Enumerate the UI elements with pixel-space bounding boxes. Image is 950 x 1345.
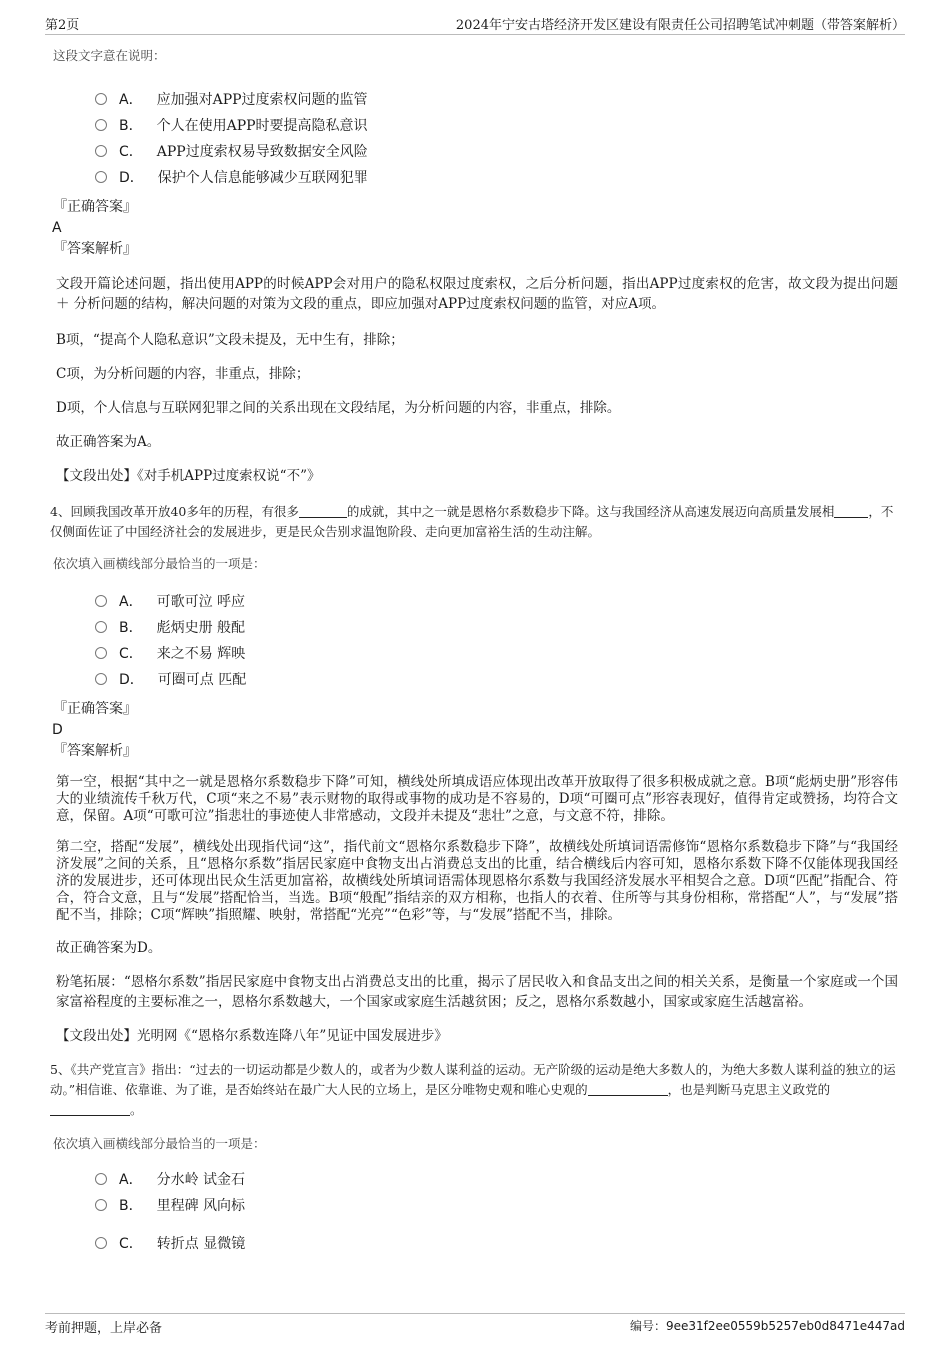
page-footer bbox=[45, 1313, 905, 1336]
q4-analysis-label: 『答案解析』 bbox=[53, 743, 137, 759]
radio-icon[interactable] bbox=[95, 171, 107, 183]
q3-source: 【文段出处】《对手机APP过度索权说“不”》 bbox=[56, 468, 321, 484]
radio-icon[interactable] bbox=[95, 1173, 107, 1185]
q4-prompt: 依次填入画横线部分最恰当的一项是： bbox=[53, 556, 266, 571]
radio-icon[interactable] bbox=[95, 145, 107, 157]
q4-extension: 粉笔拓展：“恩格尔系数”指居民家庭中食物支出占消费总支出的比重，揭示了居民收入和食品支出之间的相关关系，是衡量一个家庭或一个国家富裕程度的主要标准之一，恩格尔系数越大，一个国家或家庭生活越贫困；反之，恩格尔系数越小，国家或家庭生活越富裕。 bbox=[56, 974, 898, 1010]
q3-option-c[interactable]: C． APP过度索权易导致数据安全风险 bbox=[95, 138, 898, 164]
document-title: 2024年宁安古塔经济开发区建设有限责任公司招聘笔试冲刺题（带答案解析） bbox=[455, 18, 905, 33]
q5-option-b[interactable]: B． 里程碑 风向标 bbox=[95, 1192, 898, 1218]
q4-option-d[interactable]: D． 可圈可点 匹配 bbox=[95, 666, 898, 692]
q3-analysis-5: 故正确答案为A。 bbox=[56, 434, 161, 450]
q4-answer: D bbox=[52, 722, 63, 738]
q3-options bbox=[95, 86, 898, 190]
q3-prompt: 这段文字意在说明： bbox=[53, 48, 166, 63]
q5-option-c[interactable]: C． 转折点 显微镜 bbox=[95, 1230, 898, 1256]
q4-analysis-2: 第二空，搭配“发展”，横线处出现指代词“这”，指代前文“恩格尔系数稳步下降”，故横线处所填词语需修饰“恩格尔系数稳步下降”与“我国经济发展”之间的关系，且“恩格尔系数”指居民家庭中食物支出占消费总支出的比重，结合横线后内容可知，恩格尔系数下降不仅能体现我国经济的发展进步，还可体现出民众生活更加富裕，故横线处所填词语需体现恩格尔系数与我国经济发展水平相契合之意。D项“匹配”指配合、符合，符合文意，且与“发展”搭配恰当，当选。B项“般配”指结亲的双方相称，也指人的衣着、住所等与其身份相称，常搭配“人”，与“发展”搭配不当，排除；C项“辉映”指照耀、映射，常搭配“光亮”“色彩”等，与“发展”搭配不当，排除。 bbox=[56, 839, 898, 923]
q4-question: 4、回顾我国改革开放40多年的历程，有很多 的成就，其中之一就是恩格尔系数稳步下降。这与我国经济从高速发展迈向高质量发展相 ，不仅侧面佐证了中国经济社会的发展进步，更是民众告别求温饱阶段、走向更加富裕生活的生动注解。 bbox=[50, 504, 894, 539]
blank bbox=[834, 503, 868, 518]
blank bbox=[299, 503, 347, 518]
q4-options bbox=[95, 588, 898, 692]
document-id: 编号：9ee31f2ee0559b5257eb0d8471e447ad bbox=[629, 1319, 905, 1333]
q5-prompt: 依次填入画横线部分最恰当的一项是： bbox=[53, 1136, 266, 1151]
page-number: 第2页 bbox=[45, 18, 80, 33]
radio-icon[interactable] bbox=[95, 621, 107, 633]
q4-source: 【文段出处】光明网《“恩格尔系数连降八年”见证中国发展进步》 bbox=[56, 1028, 448, 1044]
q4-option-c[interactable]: C． 来之不易 辉映 bbox=[95, 640, 898, 666]
footer-slogan: 考前押题，上岸必备 bbox=[45, 1321, 163, 1336]
q4-option-b[interactable]: B． 彪炳史册 般配 bbox=[95, 614, 898, 640]
q3-analysis-label: 『答案解析』 bbox=[53, 241, 137, 257]
q3-option-d[interactable]: D． 保护个人信息能够减少互联网犯罪 bbox=[95, 164, 898, 190]
blank bbox=[588, 1081, 668, 1096]
page-content bbox=[50, 40, 898, 1262]
radio-icon[interactable] bbox=[95, 1199, 107, 1211]
radio-icon[interactable] bbox=[95, 1237, 107, 1249]
radio-icon[interactable] bbox=[95, 119, 107, 131]
radio-icon[interactable] bbox=[95, 595, 107, 607]
radio-icon[interactable] bbox=[95, 673, 107, 685]
radio-icon[interactable] bbox=[95, 93, 107, 105]
q3-analysis-3: C项，为分析问题的内容，非重点，排除； bbox=[56, 366, 310, 382]
q3-answer: A bbox=[52, 220, 62, 236]
q5-question: 5、《共产党宣言》指出：“过去的一切运动都是少数人的，或者为少数人谋利益的运动。无产阶级的运动是绝大多数人的，为绝大多数人谋利益的独立的运动。”相信谁、依靠谁、为了谁，是否始终站在最广大人民的立场上，是区分唯物史观和唯心史观的 ，也是判断马克思主义政党的。 bbox=[50, 1062, 896, 1117]
q4-option-a[interactable]: A． 可歌可泣 呼应 bbox=[95, 588, 898, 614]
q3-answer-label: 『正确答案』 bbox=[53, 199, 137, 215]
q4-analysis-1: 第一空，根据“其中之一就是恩格尔系数稳步下降”可知，横线处所填成语应体现出改革开放取得了很多积极成就之意。B项“彪炳史册”形容伟大的业绩流传千秋万代，C项“来之不易”表示财物的取得或事物的成功是不容易的，D项“可圈可点”形容表现好，值得肯定或赞扬，均符合文意，保留。A项“可歌可泣”指悲壮的事迹使人非常感动，文段并未提及“悲壮”之意，与文意不符，排除。 bbox=[56, 774, 898, 824]
radio-icon[interactable] bbox=[95, 647, 107, 659]
q3-option-a[interactable]: A． 应加强对APP过度索权问题的监管 bbox=[95, 86, 898, 112]
q3-option-b[interactable]: B． 个人在使用APP时要提高隐私意识 bbox=[95, 112, 898, 138]
q4-answer-label: 『正确答案』 bbox=[53, 701, 137, 717]
q5-option-a[interactable]: A． 分水岭 试金石 bbox=[95, 1166, 898, 1192]
q3-analysis-1: 文段开篇论述问题，指出使用APP的时候APP会对用户的隐私权限过度索权，之后分析问题，指出APP过度索权的危害，故文段为提出问题 ＋ 分析问题的结构，解决问题的对策为文段的重点，即应加强对APP过度索权问题的监管，对应A项。 bbox=[56, 276, 898, 312]
q5-options bbox=[95, 1166, 898, 1256]
page-header bbox=[45, 12, 905, 35]
q3-analysis-4: D项，个人信息与互联网犯罪之间的关系出现在文段结尾，为分析问题的内容，非重点，排除。 bbox=[56, 400, 621, 416]
blank bbox=[50, 1101, 130, 1116]
q4-analysis-3: 故正确答案为D。 bbox=[56, 940, 162, 956]
q3-analysis-2: B项，“提高个人隐私意识”文段未提及，无中生有，排除； bbox=[56, 332, 404, 348]
